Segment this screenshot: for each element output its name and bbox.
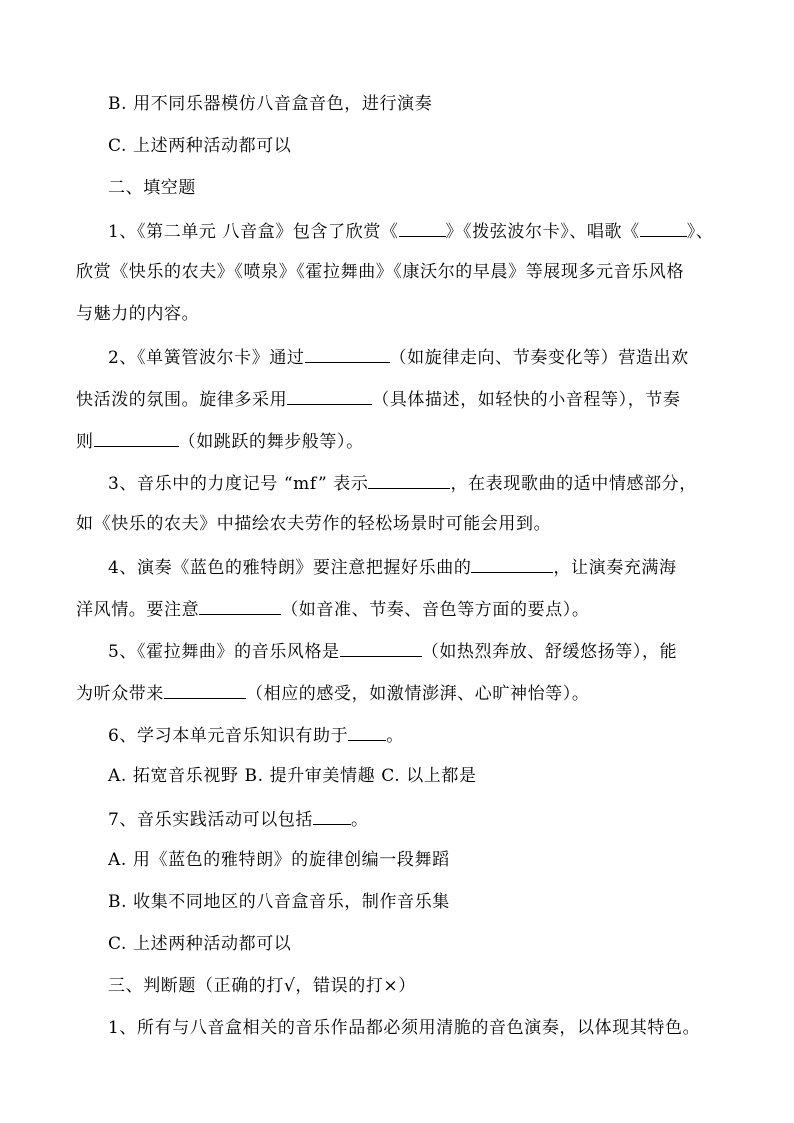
- question-4-line-2: [76, 596, 716, 622]
- question-7-option-c: [108, 932, 748, 956]
- question-1-line-2: [76, 260, 716, 284]
- option-b-line: [108, 92, 748, 116]
- question-5-line-2: [76, 680, 716, 706]
- question-1-line-3: [76, 302, 716, 326]
- line-text: 3、音乐中的力度记号 “mf” 表示: [108, 474, 369, 494]
- line-text: A. 用《蓝色的雅特朗》的旋律创编一段舞蹈: [108, 850, 450, 870]
- line-text: ，在表现歌曲的适中情感部分，: [450, 474, 697, 494]
- answer-blank[interactable]: [313, 806, 351, 825]
- answer-blank[interactable]: [287, 386, 372, 405]
- line-text: 6、学习本单元音乐知识有助于: [108, 726, 349, 746]
- line-text: 欣赏《快乐的农夫》《喷泉》《霍拉舞曲》《康沃尔的早晨》等展现多元音乐风格: [76, 262, 685, 282]
- question-3-line-2: [76, 512, 716, 536]
- question-5-line-1: [108, 638, 748, 664]
- line-text: 快活泼的氛围。旋律多采用: [76, 390, 288, 410]
- line-text: （如音准、节奏、音色等方面的要点）。: [281, 600, 590, 620]
- question-6-line: [108, 722, 748, 748]
- question-3-line-1: [108, 470, 748, 496]
- answer-blank[interactable]: [640, 218, 687, 237]
- line-text: 二、填空题: [108, 178, 196, 198]
- question-7-option-a: [108, 848, 748, 872]
- answer-blank[interactable]: [199, 596, 281, 615]
- line-text: 为听众带来: [76, 684, 164, 704]
- question-2-line-2: [76, 386, 716, 412]
- answer-blank[interactable]: [340, 638, 422, 657]
- answer-blank[interactable]: [305, 344, 390, 363]
- line-text: （如旋律走向、节奏变化等）营造出欢: [389, 348, 689, 368]
- answer-blank[interactable]: [164, 680, 246, 699]
- line-text: A. 拓宽音乐视野 B. 提升审美情趣 C. 以上都是: [108, 766, 477, 786]
- line-text: ，让演奏充满海: [553, 558, 677, 578]
- question-7-line: [108, 806, 748, 832]
- question-2-line-1: [108, 344, 748, 370]
- section-heading-true-false: [108, 974, 748, 998]
- line-text: 5、《霍拉舞曲》的音乐风格是: [108, 642, 340, 662]
- line-text: 三、判断题（正确的打√，错误的打×）: [108, 976, 416, 996]
- answer-blank[interactable]: [399, 218, 446, 237]
- question-4-line-1: [108, 554, 748, 580]
- line-text: 》、: [686, 222, 714, 242]
- line-text: 与魅力的内容。: [76, 304, 200, 324]
- true-false-question-1: [108, 1016, 748, 1040]
- line-text: 2、《单簧管波尔卡》通过: [108, 348, 305, 368]
- line-text: C. 上述两种活动都可以: [108, 136, 292, 156]
- line-text: B. 收集不同地区的八音盒音乐，制作音乐集: [108, 892, 450, 912]
- line-text: （如热烈奔放、舒缓悠扬等），能: [421, 642, 678, 662]
- question-6-options: [108, 764, 748, 788]
- line-text: （具体描述，如轻快的小音程等），节奏: [372, 390, 681, 410]
- question-7-option-b: [108, 890, 748, 914]
- section-heading-fill-blank: [108, 176, 748, 200]
- line-text: （如跳跃的舞步般等）。: [178, 432, 364, 452]
- answer-blank[interactable]: [368, 470, 450, 489]
- line-text: 。: [351, 810, 369, 830]
- line-text: 4、演奏《蓝色的雅特朗》要注意把握好乐曲的: [108, 558, 472, 578]
- line-text: C. 上述两种活动都可以: [108, 934, 292, 954]
- question-1-line-1: [108, 218, 748, 244]
- answer-blank[interactable]: [348, 722, 386, 741]
- answer-blank[interactable]: [471, 554, 553, 573]
- line-text: 》《拨弦波尔卡》、唱歌《: [445, 222, 640, 242]
- line-text: （相应的感受，如激情澎湃、心旷神怡等）。: [246, 684, 590, 704]
- line-text: 1、《第二单元 八音盒》包含了欣赏《: [108, 222, 399, 242]
- line-text: 洋风情。要注意: [76, 600, 200, 620]
- line-text: B. 用不同乐器模仿八音盒音色，进行演奏: [108, 94, 433, 114]
- question-2-line-3: [76, 428, 716, 454]
- line-text: 如《快乐的农夫》中描绘农夫劳作的轻松场景时可能会用到。: [76, 514, 552, 534]
- line-text: 则: [76, 432, 94, 452]
- answer-blank[interactable]: [94, 428, 179, 447]
- line-text: 。: [386, 726, 404, 746]
- option-c-line: [108, 134, 748, 158]
- line-text: 1、所有与八音盒相关的音乐作品都必须用清脆的音色演奏，以体现其特色。: [108, 1018, 701, 1038]
- line-text: 7、音乐实践活动可以包括: [108, 810, 314, 830]
